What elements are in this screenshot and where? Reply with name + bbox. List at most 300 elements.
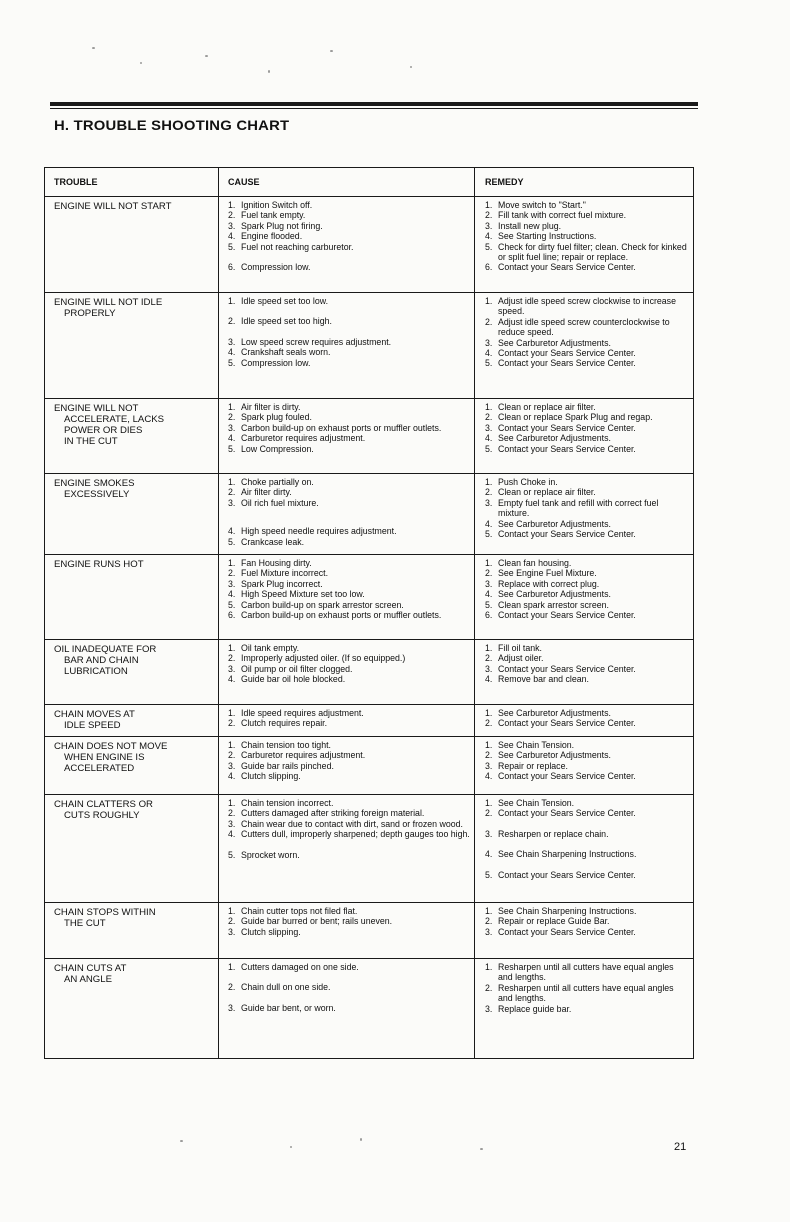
trouble-text: ENGINE WILL NOT IDLE [54, 297, 163, 308]
trouble-text: PROPERLY [64, 308, 116, 319]
trouble-text: ACCELERATE, LACKS [64, 414, 165, 425]
item-number: 1. [228, 402, 236, 412]
trouble-text: IN THE CUT [64, 436, 118, 447]
trouble-text: CHAIN DOES NOT MOVE [54, 741, 168, 752]
remedy-text: See Carburetor Adjustments. [498, 589, 611, 600]
header-rule-thin [50, 108, 698, 109]
item-number: 4. [485, 433, 493, 444]
item-number: 5. [485, 529, 493, 540]
remedy-item [485, 477, 689, 487]
item-number: 1. [485, 296, 493, 306]
item-number: 2. [228, 750, 236, 761]
remedy-text: Clean or replace Spark Plug and regap. [498, 412, 653, 423]
item-number: 3. [228, 578, 236, 589]
item-number: 2. [228, 718, 236, 729]
cause-item [228, 829, 470, 839]
trouble-cell [45, 399, 219, 474]
item-number: 3. [485, 926, 493, 937]
item-number: 3. [228, 663, 236, 674]
item-number: 5. [485, 241, 493, 252]
cause-text: Compression low. [241, 262, 311, 273]
remedy-item [485, 600, 689, 610]
item-number: 1. [228, 477, 236, 487]
remedy-text: Resharpen until all cutters have equal angles and lengths. [498, 962, 674, 983]
remedy-item [485, 750, 689, 760]
remedy-text: See Chain Sharpening Instructions. [498, 906, 637, 916]
item-number: 1. [228, 740, 236, 750]
remedy-text: Contact your Sears Service Center. [498, 610, 636, 621]
item-number: 3. [228, 497, 236, 508]
item-number: 4. [485, 849, 493, 860]
cause-text: Guide bar burred or bent; rails uneven. [241, 916, 393, 927]
item-number: 5. [228, 443, 236, 454]
item-number: 4. [228, 231, 236, 242]
remedy-text: Push Choke in. [498, 477, 558, 487]
cause-text: Air filter dirty. [241, 487, 292, 498]
trouble-cell [45, 737, 219, 795]
remedy-item [485, 906, 689, 916]
trouble-cell [45, 640, 219, 705]
item-number: 3. [485, 663, 493, 674]
cause-item [228, 242, 470, 252]
cause-text: Low Compression. [241, 443, 314, 454]
remedy-item [485, 433, 689, 443]
item-number: 5. [228, 849, 236, 860]
item-number: 5. [485, 443, 493, 454]
remedy-item [485, 519, 689, 529]
item-number: 4. [485, 518, 493, 529]
trouble-text: ENGINE RUNS HOT [54, 559, 144, 570]
trouble-text: BAR AND CHAIN [64, 655, 139, 666]
cause-item [228, 819, 470, 829]
remedy-cell [475, 737, 693, 795]
cause-text: Guide bar bent, or worn. [241, 1002, 336, 1013]
cause-item [228, 558, 470, 568]
remedy-item [485, 338, 689, 348]
cause-item [228, 927, 470, 937]
cause-text: Fan Housing dirty. [241, 558, 312, 568]
remedy-item [485, 423, 689, 433]
cause-item [228, 916, 470, 926]
cause-text: Improperly adjusted oiler. (If so equipped.) [241, 653, 406, 664]
remedy-text: Clean or replace air filter. [498, 487, 596, 498]
remedy-text: See Chain Tension. [498, 740, 575, 750]
cause-text: Chain cutter tops not filed flat. [241, 906, 358, 916]
item-number: 4. [228, 526, 236, 537]
remedy-text: Check for dirty fuel filter; clean. Check for kinked or split fuel line; repair or replace. [498, 241, 687, 263]
cause-text: Engine flooded. [241, 231, 303, 242]
troubleshooting-table [44, 167, 694, 1059]
remedy-text: Contact your Sears Service Center. [498, 422, 636, 433]
remedy-item [485, 927, 689, 937]
remedy-text: See Engine Fuel Mixture. [498, 568, 597, 579]
cause-item [228, 423, 470, 433]
cause-item [228, 643, 470, 653]
remedy-text: See Carburetor Adjustments. [498, 337, 611, 348]
remedy-item [485, 487, 689, 497]
cause-text: Guide bar rails pinched. [241, 760, 334, 771]
remedy-item [485, 529, 689, 539]
item-number: 2. [228, 568, 236, 579]
trouble-text: OIL INADEQUATE FOR [54, 644, 157, 655]
remedy-item [485, 296, 689, 317]
cause-item [228, 750, 470, 760]
remedy-text: See Chain Tension. [498, 798, 575, 808]
cause-item [228, 808, 470, 818]
remedy-text: Remove bar and clean. [498, 674, 589, 685]
remedy-text: Contact your Sears Service Center. [498, 771, 636, 782]
remedy-item [485, 231, 689, 241]
item-number: 6. [485, 262, 493, 273]
remedy-text: Clean fan housing. [498, 558, 572, 568]
remedy-cell [475, 555, 693, 640]
cause-text: Oil tank empty. [241, 643, 300, 653]
cause-text: Spark plug fouled. [241, 412, 312, 423]
cause-text: Cutters damaged on one side. [241, 962, 359, 972]
item-number: 3. [485, 220, 493, 231]
cause-text: Carbon build-up on spark arrestor screen. [241, 599, 404, 610]
item-number: 1. [485, 708, 493, 718]
cause-item [228, 579, 470, 589]
column-header-trouble: TROUBLE [45, 168, 219, 197]
remedy-item [485, 242, 689, 263]
remedy-item [485, 962, 689, 983]
cause-item [228, 761, 470, 771]
item-number: 3. [228, 1002, 236, 1013]
remedy-item [485, 412, 689, 422]
cause-text: Chain dull on one side. [241, 982, 331, 993]
remedy-item [485, 262, 689, 272]
cause-text: Sprocket worn. [241, 849, 300, 860]
item-number: 4. [485, 348, 493, 359]
trouble-cell [45, 903, 219, 959]
remedy-text: Adjust idle speed screw clockwise to increase speed. [498, 296, 676, 317]
item-number: 2. [485, 916, 493, 927]
item-number: 2. [485, 412, 493, 423]
cause-item [228, 771, 470, 781]
cause-item [228, 718, 470, 728]
cause-item [228, 798, 470, 808]
cause-text: Chain tension incorrect. [241, 798, 334, 808]
cause-cell [219, 555, 475, 640]
cause-text: Carburetor requires adjustment. [241, 433, 366, 444]
remedy-text: See Chain Sharpening Instructions. [498, 849, 637, 860]
cause-item [228, 664, 470, 674]
remedy-text: Contact your Sears Service Center. [498, 663, 636, 674]
remedy-cell [475, 640, 693, 705]
cause-text: Idle speed set too low. [241, 296, 329, 306]
remedy-item [485, 1004, 689, 1014]
cause-text: Carburetor requires adjustment. [241, 750, 366, 761]
item-number: 5. [228, 599, 236, 610]
remedy-text: Replace with correct plug. [498, 578, 600, 589]
trouble-text: AN ANGLE [64, 974, 112, 985]
item-number: 3. [485, 760, 493, 771]
item-number: 2. [228, 210, 236, 221]
cause-text: Crankshaft seals worn. [241, 347, 331, 358]
item-number: 5. [228, 241, 236, 252]
item-number: 1. [228, 643, 236, 653]
remedy-text: Replace guide bar. [498, 1003, 572, 1014]
cause-cell [219, 197, 475, 293]
cause-item [228, 444, 470, 454]
trouble-text: IDLE SPEED [64, 720, 121, 731]
cause-item [228, 316, 470, 326]
remedy-item [485, 610, 689, 620]
item-number: 2. [228, 653, 236, 664]
page-number: 21 [674, 1141, 687, 1153]
item-number: 4. [228, 674, 236, 685]
trouble-cell [45, 705, 219, 737]
cause-item [228, 600, 470, 610]
cause-text: Fuel not reaching carburetor. [241, 241, 354, 252]
item-number: 3. [228, 422, 236, 433]
cause-item [228, 537, 470, 547]
cause-text: Guide bar oil hole blocked. [241, 674, 346, 685]
remedy-item [485, 402, 689, 412]
cause-item [228, 982, 470, 992]
remedy-item [485, 771, 689, 781]
column-header-cause: CAUSE [219, 168, 475, 197]
trouble-text: CHAIN CUTS AT [54, 963, 127, 974]
remedy-text: See Carburetor Adjustments. [498, 518, 611, 529]
cause-text: Carbon build-up on exhaust ports or muffler outlets. [241, 610, 442, 621]
trouble-text: CUTS ROUGHLY [64, 810, 140, 821]
cause-item [228, 526, 470, 536]
trouble-text: EXCESSIVELY [64, 489, 130, 500]
remedy-item [485, 498, 689, 519]
item-number: 6. [228, 262, 236, 273]
remedy-item [485, 643, 689, 653]
trouble-text: WHEN ENGINE IS [64, 752, 145, 763]
cause-text: Chain tension too tight. [241, 740, 331, 750]
cause-text: High speed needle requires adjustment. [241, 526, 397, 537]
item-number: 1. [485, 906, 493, 916]
item-number: 3. [485, 828, 493, 839]
item-number: 3. [485, 578, 493, 589]
item-number: 2. [228, 982, 236, 993]
remedy-item [485, 444, 689, 454]
item-number: 2. [228, 916, 236, 927]
remedy-text: Contact your Sears Service Center. [498, 718, 636, 729]
item-number: 2. [485, 750, 493, 761]
remedy-cell [475, 197, 693, 293]
item-number: 5. [485, 358, 493, 369]
remedy-text: Fill tank with correct fuel mixture. [498, 210, 627, 221]
remedy-item [485, 983, 689, 1004]
cause-text: Air filter is dirty. [241, 402, 301, 412]
trouble-cell [45, 959, 219, 1058]
item-number: 2. [485, 568, 493, 579]
item-number: 1. [485, 740, 493, 750]
item-number: 5. [228, 536, 236, 547]
remedy-text: Adjust idle speed screw counterclockwise to reduce speed. [498, 316, 670, 338]
cause-text: Fuel Mixture incorrect. [241, 568, 329, 579]
cause-cell [219, 293, 475, 399]
remedy-text: Repair or replace Guide Bar. [498, 916, 610, 927]
item-number: 3. [485, 1003, 493, 1014]
remedy-item [485, 200, 689, 210]
remedy-cell [475, 903, 693, 959]
cause-text: Spark Plug not firing. [241, 220, 323, 231]
item-number: 1. [228, 200, 236, 210]
item-number: 3. [228, 818, 236, 829]
item-number: 4. [228, 433, 236, 444]
remedy-cell [475, 705, 693, 737]
column-header-remedy: REMEDY [475, 168, 693, 197]
remedy-item [485, 317, 689, 338]
remedy-text: Clean spark arrestor screen. [498, 599, 609, 610]
item-number: 1. [485, 643, 493, 653]
cause-text: Spark Plug incorrect. [241, 578, 323, 589]
cause-item [228, 262, 470, 272]
remedy-text: Contact your Sears Service Center. [498, 529, 636, 540]
cause-text: Chain wear due to contact with dirt, sand or frozen wood. [241, 818, 463, 829]
item-number: 1. [485, 962, 493, 972]
cause-item [228, 1003, 470, 1013]
item-number: 1. [228, 708, 236, 718]
cause-cell [219, 795, 475, 903]
cause-item [228, 653, 470, 663]
trouble-text: THE CUT [64, 918, 106, 929]
cause-text: Idle speed requires adjustment. [241, 708, 364, 718]
cause-item [228, 740, 470, 750]
cause-item [228, 358, 470, 368]
cause-item [228, 412, 470, 422]
cause-text: Cutters damaged after striking foreign material. [241, 808, 425, 819]
remedy-text: Resharpen or replace chain. [498, 828, 609, 839]
item-number: 1. [228, 906, 236, 916]
cause-item [228, 296, 470, 306]
remedy-item [485, 718, 689, 728]
cause-item [228, 402, 470, 412]
remedy-text: See Carburetor Adjustments. [498, 750, 611, 761]
cause-text: Cutters dull, improperly sharpened; depth gauges too high. [241, 829, 470, 840]
item-number: 6. [485, 610, 493, 621]
cause-text: Clutch requires repair. [241, 718, 328, 729]
item-number: 1. [485, 477, 493, 487]
cause-text: High Speed Mixture set too low. [241, 589, 365, 600]
remedy-item [485, 653, 689, 663]
cause-text: Clutch slipping. [241, 926, 301, 937]
cause-text: Ignition Switch off. [241, 200, 313, 210]
remedy-text: Contact your Sears Service Center. [498, 348, 636, 359]
cause-item [228, 210, 470, 220]
remedy-cell [475, 795, 693, 903]
remedy-item [485, 358, 689, 368]
cause-text: Choke partially on. [241, 477, 314, 487]
item-number: 3. [485, 497, 493, 508]
trouble-text: CHAIN STOPS WITHIN [54, 907, 156, 918]
remedy-item [485, 210, 689, 220]
item-number: 2. [228, 808, 236, 819]
cause-item [228, 906, 470, 916]
remedy-item [485, 849, 689, 859]
remedy-text: Contact your Sears Service Center. [498, 808, 636, 819]
cause-item [228, 589, 470, 599]
cause-item [228, 221, 470, 231]
cause-cell [219, 399, 475, 474]
remedy-cell [475, 959, 693, 1058]
cause-item [228, 850, 470, 860]
remedy-text: Fill oil tank. [498, 643, 542, 653]
item-number: 3. [485, 337, 493, 348]
item-number: 1. [485, 200, 493, 210]
item-number: 4. [485, 589, 493, 600]
cause-item [228, 962, 470, 972]
item-number: 2. [228, 487, 236, 498]
item-number: 2. [485, 316, 493, 327]
remedy-item [485, 916, 689, 926]
cause-item [228, 674, 470, 684]
item-number: 1. [228, 798, 236, 808]
cause-cell [219, 705, 475, 737]
cause-cell [219, 474, 475, 555]
item-number: 1. [485, 402, 493, 412]
cause-cell [219, 959, 475, 1058]
cause-text: Clutch slipping. [241, 771, 301, 782]
item-number: 2. [485, 808, 493, 819]
item-number: 4. [485, 771, 493, 782]
remedy-text: Contact your Sears Service Center. [498, 358, 636, 369]
remedy-text: See Carburetor Adjustments. [498, 433, 611, 444]
cause-item [228, 433, 470, 443]
item-number: 6. [228, 610, 236, 621]
remedy-item [485, 808, 689, 818]
remedy-text: Adjust oiler. [498, 653, 544, 664]
remedy-text: Install new plug. [498, 220, 562, 231]
trouble-cell [45, 795, 219, 903]
item-number: 4. [228, 347, 236, 358]
item-number: 1. [228, 962, 236, 972]
cause-item [228, 610, 470, 620]
remedy-text: See Carburetor Adjustments. [498, 708, 611, 718]
remedy-item [485, 664, 689, 674]
item-number: 3. [228, 926, 236, 937]
cause-item [228, 498, 470, 508]
item-number: 2. [228, 412, 236, 423]
trouble-text: ENGINE SMOKES [54, 478, 135, 489]
remedy-text: See Starting Instructions. [498, 231, 597, 242]
remedy-text: Resharpen until all cutters have equal angles and lengths. [498, 982, 674, 1004]
cause-item [228, 231, 470, 241]
remedy-text: Repair or replace. [498, 760, 568, 771]
trouble-cell [45, 474, 219, 555]
cause-item [228, 477, 470, 487]
remedy-text: Contact your Sears Service Center. [498, 926, 636, 937]
item-number: 5. [228, 357, 236, 368]
item-number: 3. [485, 422, 493, 433]
remedy-text: Contact your Sears Service Center. [498, 262, 636, 273]
remedy-cell [475, 399, 693, 474]
remedy-item [485, 708, 689, 718]
cause-text: Oil pump or oil filter clogged. [241, 663, 353, 674]
cause-item [228, 200, 470, 210]
cause-text: Oil rich fuel mixture. [241, 497, 319, 508]
remedy-cell [475, 293, 693, 399]
remedy-item [485, 568, 689, 578]
item-number: 1. [228, 558, 236, 568]
cause-item [228, 487, 470, 497]
item-number: 1. [485, 798, 493, 808]
remedy-text: Move switch to "Start." [498, 200, 586, 210]
item-number: 2. [485, 210, 493, 221]
trouble-text: POWER OR DIES [64, 425, 143, 436]
item-number: 2. [228, 316, 236, 327]
remedy-item [485, 579, 689, 589]
remedy-item [485, 589, 689, 599]
trouble-cell [45, 293, 219, 399]
